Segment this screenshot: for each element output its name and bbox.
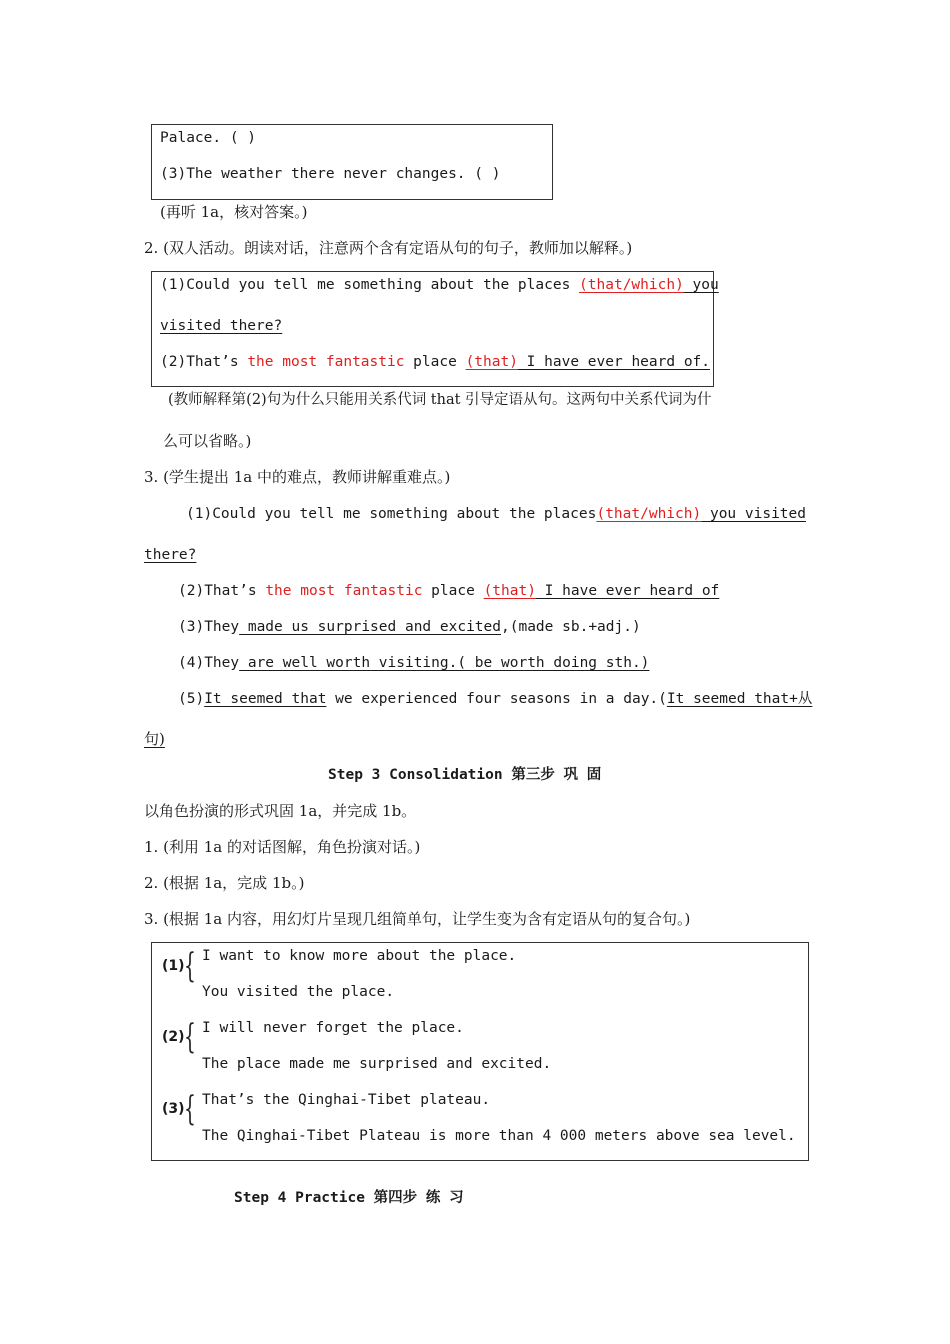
item2-s1-pronoun: (that/which) — [579, 277, 684, 293]
box1-line2: (3)The weather there never changes. ( ) — [160, 166, 501, 182]
item2-sentence2 — [160, 352, 710, 372]
item3-s5-start: (5) — [178, 691, 205, 707]
item2-s1-you: you — [683, 277, 719, 293]
step3-item3: 3. (根据 1a 内容，用幻灯片呈现几组简单句，让学生变为含有定语从句的复合句。) — [144, 910, 691, 928]
group1-number: (1) — [162, 958, 185, 974]
item3-s2-place: place — [422, 583, 484, 599]
item3-s1-visited: you visited — [701, 506, 806, 522]
item3-s4-start: (4)They — [178, 655, 240, 671]
item2-s2-superlative: the most fantastic — [247, 354, 405, 370]
item3-sentence5-cont: 句) — [144, 730, 165, 748]
item3-s3-note: ,(made sb.+adj.) — [501, 619, 641, 635]
group2-sentence-b: The place made me surprised and excited. — [202, 1056, 552, 1072]
item2-s2-place: place — [404, 354, 466, 370]
step3-intro: 以角色扮演的形式巩固 1a，并完成 1b。 — [144, 802, 417, 820]
item2-s2-start: (2)That’s — [160, 354, 248, 370]
item3-heading: 3. (学生提出 1a 中的难点，教师讲解重难点。) — [144, 468, 451, 486]
item3-s2-superlative: the most fantastic — [265, 583, 423, 599]
item2-s2-pronoun: (that) — [465, 354, 518, 370]
group1-sentence-a: I want to know more about the place. — [202, 948, 517, 964]
step3-item1: 1. (利用 1a 的对话图解，角色扮演对话。) — [144, 838, 421, 856]
group3-sentence-a: That’s the Qinghai-Tibet plateau. — [202, 1092, 491, 1108]
group1-sentence-b: You visited the place. — [202, 984, 395, 1000]
item3-s2-start: (2)That’s — [178, 583, 266, 599]
item2-heading: 2. (双人活动。朗读对话，注意两个含有定语从句的句子，教师加以解释。) — [144, 239, 633, 257]
group2-brace: { — [184, 1017, 196, 1057]
group2-sentence-a: I will never forget the place. — [202, 1020, 464, 1036]
step4-title: Step 4 Practice 第四步 练 习 — [234, 1190, 464, 1206]
item3-s5-text: we experienced four seasons in a day.( — [326, 691, 667, 707]
teacher-explain-2: 么可以省略。) — [163, 432, 252, 450]
item3-s5-pattern: It seemed that+从 — [666, 691, 813, 707]
item3-s3-phrase: made us surprised and excited — [239, 619, 502, 635]
group3-sentence-b: The Qinghai-Tibet Plateau is more than 4 000 meters above sea level. — [202, 1128, 796, 1144]
item3-s1-pronoun: (that/which) — [596, 506, 702, 522]
teacher-explain-1: (教师解释第(2)句为什么只能用关系代词 that 引导定语从句。这两句中关系代词为什 — [168, 392, 712, 408]
item3-s1-text: (1)Could you tell me something about the places — [186, 506, 597, 522]
item3-s4-phrase: are well worth visiting.( be worth doing sth.) — [239, 655, 650, 671]
item3-sentence2 — [178, 581, 719, 601]
item3-s3-start: (3)They — [178, 619, 240, 635]
item2-sentence1 — [160, 275, 719, 295]
item3-s2-pronoun: (that) — [483, 583, 536, 599]
group3-brace: { — [184, 1089, 196, 1129]
item3-sentence3 — [178, 617, 641, 637]
box1-line1: Palace. ( ) — [160, 130, 257, 146]
item2-s2-end: I have ever heard of. — [517, 354, 711, 370]
item3-sentence5 — [178, 689, 813, 709]
item3-sentence1-cont: there? — [144, 547, 197, 563]
item3-s2-end: I have ever heard of — [535, 583, 720, 599]
item2-s1-text: (1)Could you tell me something about the places — [160, 277, 571, 293]
item3-s5-phrase: It seemed that — [204, 691, 327, 707]
group3-number: (3) — [162, 1101, 185, 1117]
group2-number: (2) — [162, 1029, 185, 1045]
step3-title: Step 3 Consolidation 第三步 巩 固 — [328, 767, 602, 783]
item3-sentence1 — [186, 504, 806, 524]
step3-item2: 2. (根据 1a，完成 1b。) — [144, 874, 305, 892]
item3-sentence4 — [178, 653, 649, 673]
relisten-note: (再听 1a，核对答案。) — [160, 203, 308, 221]
item2-sentence1-cont: visited there? — [160, 318, 283, 334]
group1-brace: { — [184, 946, 196, 986]
